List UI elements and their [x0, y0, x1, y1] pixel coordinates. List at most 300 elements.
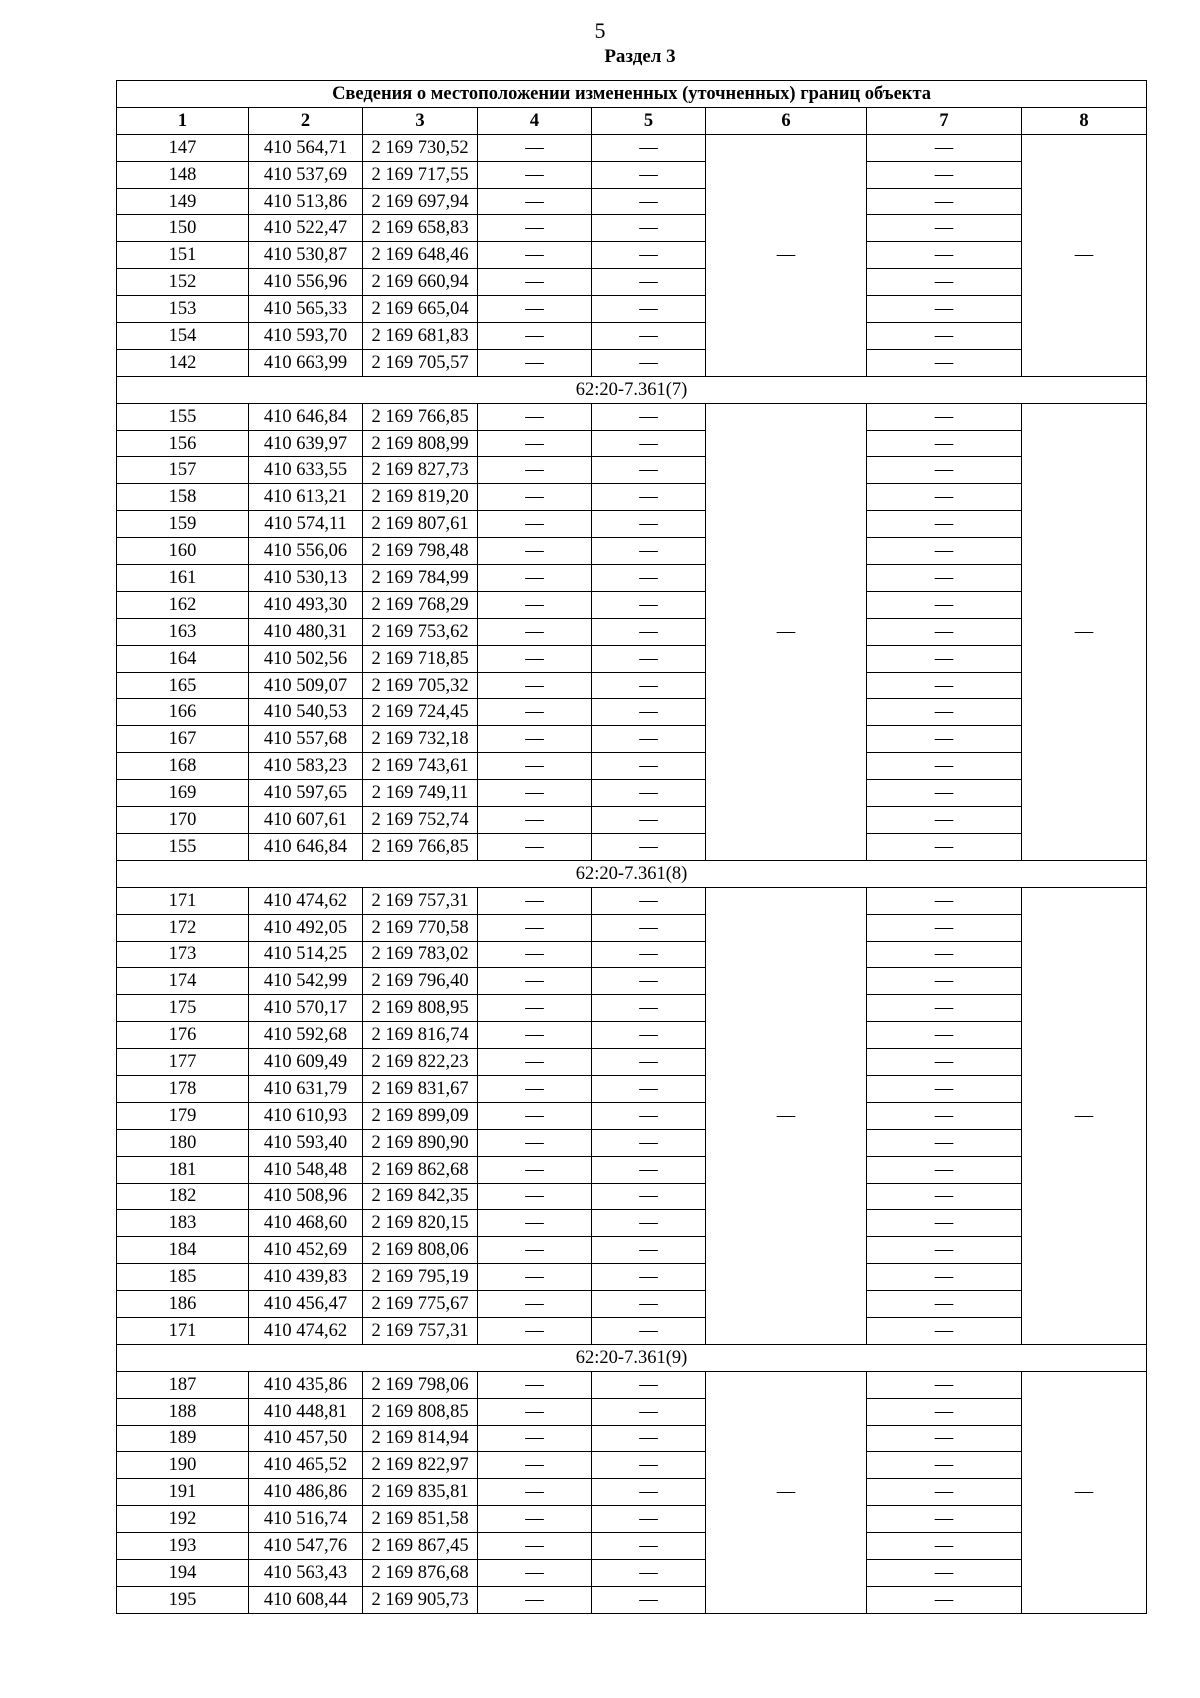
coordinate-x: 410 613,21 — [249, 484, 363, 511]
coordinate-y: 2 169 842,35 — [363, 1183, 478, 1210]
column-7-cell: — — [867, 618, 1022, 645]
point-number: 154 — [117, 323, 249, 350]
column-5-cell: — — [592, 1210, 706, 1237]
coordinate-x: 410 516,74 — [249, 1506, 363, 1533]
column-8-merged-cell: — — [1022, 887, 1147, 1344]
coordinate-y: 2 169 717,55 — [363, 161, 478, 188]
point-number: 163 — [117, 618, 249, 645]
coordinate-x: 410 574,11 — [249, 511, 363, 538]
column-5-cell: — — [592, 1506, 706, 1533]
column-7-cell: — — [867, 457, 1022, 484]
table-row — [117, 1398, 1147, 1425]
column-7-cell: — — [867, 323, 1022, 350]
column-4-cell: — — [478, 995, 592, 1022]
coordinate-y: 2 169 705,57 — [363, 349, 478, 376]
column-4-cell: — — [478, 1291, 592, 1318]
coordinate-x: 410 493,30 — [249, 591, 363, 618]
column-4-cell: — — [478, 538, 592, 565]
column-5-cell: — — [592, 645, 706, 672]
column-7-cell: — — [867, 1022, 1022, 1049]
coordinate-x: 410 646,84 — [249, 403, 363, 430]
column-7-cell: — — [867, 1371, 1022, 1398]
column-7-cell: — — [867, 349, 1022, 376]
coordinate-x: 410 522,47 — [249, 215, 363, 242]
table-row — [117, 538, 1147, 565]
column-4-cell: — — [478, 1264, 592, 1291]
point-number: 159 — [117, 511, 249, 538]
column-header: 1 — [117, 107, 249, 134]
column-header: 8 — [1022, 107, 1147, 134]
coordinate-y: 2 169 766,85 — [363, 403, 478, 430]
point-number: 178 — [117, 1075, 249, 1102]
coordinate-y: 2 169 835,81 — [363, 1479, 478, 1506]
coordinate-y: 2 169 819,20 — [363, 484, 478, 511]
point-number: 190 — [117, 1452, 249, 1479]
column-7-cell: — — [867, 242, 1022, 269]
point-number: 167 — [117, 726, 249, 753]
column-7-cell: — — [867, 565, 1022, 592]
coordinate-y: 2 169 732,18 — [363, 726, 478, 753]
coordinate-y: 2 169 658,83 — [363, 215, 478, 242]
column-header: 6 — [706, 107, 867, 134]
point-number: 158 — [117, 484, 249, 511]
point-number: 177 — [117, 1049, 249, 1076]
coordinate-y: 2 169 775,67 — [363, 1291, 478, 1318]
coordinate-y: 2 169 718,85 — [363, 645, 478, 672]
column-4-cell: — — [478, 699, 592, 726]
column-7-cell: — — [867, 1586, 1022, 1613]
column-4-cell: — — [478, 914, 592, 941]
column-7-cell: — — [867, 134, 1022, 161]
column-4-cell: — — [478, 1452, 592, 1479]
coordinate-y: 2 169 899,09 — [363, 1102, 478, 1129]
column-5-cell: — — [592, 887, 706, 914]
column-header: 7 — [867, 107, 1022, 134]
coordinate-y: 2 169 749,11 — [363, 780, 478, 807]
table-row — [117, 591, 1147, 618]
coordinate-x: 410 456,47 — [249, 1291, 363, 1318]
point-number: 151 — [117, 242, 249, 269]
coordinate-x: 410 592,68 — [249, 1022, 363, 1049]
column-7-cell: — — [867, 296, 1022, 323]
coordinate-y: 2 169 724,45 — [363, 699, 478, 726]
column-6-merged-cell: — — [706, 403, 867, 860]
column-5-cell: — — [592, 161, 706, 188]
table-row — [117, 1586, 1147, 1613]
point-number: 173 — [117, 941, 249, 968]
point-number: 184 — [117, 1237, 249, 1264]
coordinate-x: 410 480,31 — [249, 618, 363, 645]
point-number: 155 — [117, 833, 249, 860]
point-number: 166 — [117, 699, 249, 726]
column-5-cell: — — [592, 941, 706, 968]
coordinate-y: 2 169 757,31 — [363, 1317, 478, 1344]
coordinate-x: 410 610,93 — [249, 1102, 363, 1129]
column-5-cell: — — [592, 565, 706, 592]
point-number: 162 — [117, 591, 249, 618]
column-7-cell: — — [867, 1210, 1022, 1237]
point-number: 172 — [117, 914, 249, 941]
column-5-cell: — — [592, 1586, 706, 1613]
table-row — [117, 323, 1147, 350]
table-row — [117, 1022, 1147, 1049]
coordinate-y: 2 169 743,61 — [363, 753, 478, 780]
point-number: 175 — [117, 995, 249, 1022]
table-row — [117, 349, 1147, 376]
coordinate-x: 410 631,79 — [249, 1075, 363, 1102]
column-7-cell: — — [867, 538, 1022, 565]
column-7-cell: — — [867, 914, 1022, 941]
point-number: 169 — [117, 780, 249, 807]
point-number: 142 — [117, 349, 249, 376]
table-row — [117, 941, 1147, 968]
coordinate-y: 2 169 757,31 — [363, 887, 478, 914]
column-5-cell: — — [592, 188, 706, 215]
boundary-table — [116, 80, 1147, 1614]
column-6-merged-cell: — — [706, 887, 867, 1344]
column-5-cell: — — [592, 995, 706, 1022]
column-5-cell: — — [592, 1183, 706, 1210]
column-5-cell: — — [592, 349, 706, 376]
table-row — [117, 833, 1147, 860]
column-7-cell: — — [867, 591, 1022, 618]
coordinate-y: 2 169 753,62 — [363, 618, 478, 645]
column-4-cell: — — [478, 1479, 592, 1506]
column-7-cell: — — [867, 188, 1022, 215]
point-number: 157 — [117, 457, 249, 484]
point-number: 188 — [117, 1398, 249, 1425]
point-number: 195 — [117, 1586, 249, 1613]
column-4-cell: — — [478, 161, 592, 188]
table-row — [117, 242, 1147, 269]
column-5-cell: — — [592, 807, 706, 834]
column-5-cell: — — [592, 1237, 706, 1264]
column-5-cell: — — [592, 1398, 706, 1425]
column-7-cell: — — [867, 1479, 1022, 1506]
column-4-cell: — — [478, 1129, 592, 1156]
coordinate-x: 410 609,49 — [249, 1049, 363, 1076]
point-number: 185 — [117, 1264, 249, 1291]
coordinate-y: 2 169 795,19 — [363, 1264, 478, 1291]
coordinate-y: 2 169 768,29 — [363, 591, 478, 618]
coordinate-x: 410 465,52 — [249, 1452, 363, 1479]
column-7-cell: — — [867, 484, 1022, 511]
coordinate-x: 410 530,13 — [249, 565, 363, 592]
column-5-cell: — — [592, 269, 706, 296]
coordinate-y: 2 169 808,99 — [363, 430, 478, 457]
coordinate-x: 410 608,44 — [249, 1586, 363, 1613]
column-5-cell: — — [592, 1371, 706, 1398]
table-row — [117, 1425, 1147, 1452]
coordinate-x: 410 564,71 — [249, 134, 363, 161]
column-5-cell: — — [592, 1425, 706, 1452]
table-row — [117, 1102, 1147, 1129]
point-number: 186 — [117, 1291, 249, 1318]
column-7-cell: — — [867, 1452, 1022, 1479]
column-5-cell: — — [592, 833, 706, 860]
group-label: 62:20-7.361(8) — [117, 860, 1147, 887]
point-number: 160 — [117, 538, 249, 565]
table-row — [117, 1479, 1147, 1506]
column-5-cell: — — [592, 672, 706, 699]
column-5-cell: — — [592, 1291, 706, 1318]
table-row — [117, 672, 1147, 699]
coordinate-x: 410 633,55 — [249, 457, 363, 484]
table-row — [117, 1049, 1147, 1076]
column-4-cell: — — [478, 242, 592, 269]
column-5-cell: — — [592, 1075, 706, 1102]
column-4-cell: — — [478, 1586, 592, 1613]
point-number: 147 — [117, 134, 249, 161]
column-5-cell: — — [592, 484, 706, 511]
table-row — [117, 565, 1147, 592]
coordinate-x: 410 486,86 — [249, 1479, 363, 1506]
point-number: 152 — [117, 269, 249, 296]
table-row — [117, 995, 1147, 1022]
column-8-merged-cell: — — [1022, 134, 1147, 376]
table-row — [117, 215, 1147, 242]
coordinate-y: 2 169 808,06 — [363, 1237, 478, 1264]
table-row — [117, 403, 1147, 430]
coordinate-x: 410 457,50 — [249, 1425, 363, 1452]
table-row — [117, 1452, 1147, 1479]
column-4-cell: — — [478, 296, 592, 323]
column-4-cell: — — [478, 1049, 592, 1076]
coordinate-x: 410 593,70 — [249, 323, 363, 350]
column-5-cell: — — [592, 1264, 706, 1291]
table-row — [117, 1183, 1147, 1210]
point-number: 171 — [117, 1317, 249, 1344]
coordinate-x: 410 557,68 — [249, 726, 363, 753]
column-5-cell: — — [592, 538, 706, 565]
point-number: 171 — [117, 887, 249, 914]
table-row — [117, 887, 1147, 914]
coordinate-y: 2 169 808,95 — [363, 995, 478, 1022]
column-5-cell: — — [592, 618, 706, 645]
column-7-cell: — — [867, 833, 1022, 860]
column-5-cell: — — [592, 1452, 706, 1479]
column-5-cell: — — [592, 511, 706, 538]
column-4-cell: — — [478, 968, 592, 995]
column-7-cell: — — [867, 753, 1022, 780]
column-7-cell: — — [867, 269, 1022, 296]
group-label: 62:20-7.361(9) — [117, 1344, 1147, 1371]
coordinate-x: 410 593,40 — [249, 1129, 363, 1156]
column-4-cell: — — [478, 1183, 592, 1210]
point-number: 183 — [117, 1210, 249, 1237]
group-label: 62:20-7.361(7) — [117, 376, 1147, 403]
table-row — [117, 1371, 1147, 1398]
column-5-cell: — — [592, 403, 706, 430]
coordinate-y: 2 169 796,40 — [363, 968, 478, 995]
coordinate-y: 2 169 890,90 — [363, 1129, 478, 1156]
coordinate-x: 410 556,96 — [249, 269, 363, 296]
column-8-merged-cell: — — [1022, 403, 1147, 860]
column-4-cell: — — [478, 403, 592, 430]
column-7-cell: — — [867, 887, 1022, 914]
coordinate-x: 410 646,84 — [249, 833, 363, 860]
coordinate-x: 410 547,76 — [249, 1533, 363, 1560]
coordinate-x: 410 448,81 — [249, 1398, 363, 1425]
table-row — [117, 726, 1147, 753]
column-6-merged-cell: — — [706, 1371, 867, 1613]
table-row — [117, 1210, 1147, 1237]
column-4-cell: — — [478, 1022, 592, 1049]
column-5-cell: — — [592, 1102, 706, 1129]
column-4-cell: — — [478, 726, 592, 753]
coordinate-x: 410 474,62 — [249, 887, 363, 914]
coordinate-x: 410 563,43 — [249, 1559, 363, 1586]
column-4-cell: — — [478, 618, 592, 645]
column-7-cell: — — [867, 511, 1022, 538]
coordinate-y: 2 169 798,48 — [363, 538, 478, 565]
column-4-cell: — — [478, 1559, 592, 1586]
column-4-cell: — — [478, 1317, 592, 1344]
table-row — [117, 161, 1147, 188]
column-7-cell: — — [867, 1291, 1022, 1318]
column-5-cell: — — [592, 780, 706, 807]
column-7-cell: — — [867, 645, 1022, 672]
column-header: 4 — [478, 107, 592, 134]
table-row — [117, 1317, 1147, 1344]
table-row — [117, 484, 1147, 511]
coordinate-x: 410 583,23 — [249, 753, 363, 780]
point-number: 149 — [117, 188, 249, 215]
coordinate-y: 2 169 831,67 — [363, 1075, 478, 1102]
column-5-cell: — — [592, 968, 706, 995]
coordinate-x: 410 435,86 — [249, 1371, 363, 1398]
point-number: 187 — [117, 1371, 249, 1398]
column-5-cell: — — [592, 1533, 706, 1560]
coordinate-x: 410 639,97 — [249, 430, 363, 457]
coordinate-y: 2 169 705,32 — [363, 672, 478, 699]
table-title-row — [117, 81, 1147, 108]
coordinate-x: 410 508,96 — [249, 1183, 363, 1210]
coordinate-x: 410 513,86 — [249, 188, 363, 215]
column-5-cell: — — [592, 323, 706, 350]
column-5-cell: — — [592, 591, 706, 618]
table-row — [117, 1506, 1147, 1533]
coordinate-y: 2 169 766,85 — [363, 833, 478, 860]
point-number: 161 — [117, 565, 249, 592]
table-row — [117, 968, 1147, 995]
table-row — [117, 1237, 1147, 1264]
point-number: 174 — [117, 968, 249, 995]
column-7-cell: — — [867, 161, 1022, 188]
coordinate-x: 410 514,25 — [249, 941, 363, 968]
coordinate-y: 2 169 730,52 — [363, 134, 478, 161]
coordinate-x: 410 556,06 — [249, 538, 363, 565]
table-row — [117, 618, 1147, 645]
point-number: 165 — [117, 672, 249, 699]
column-6-merged-cell: — — [706, 134, 867, 376]
table-row — [117, 1156, 1147, 1183]
column-4-cell: — — [478, 1371, 592, 1398]
column-5-cell: — — [592, 1317, 706, 1344]
point-number: 156 — [117, 430, 249, 457]
point-number: 194 — [117, 1559, 249, 1586]
point-number: 148 — [117, 161, 249, 188]
table-row — [117, 430, 1147, 457]
coordinate-y: 2 169 648,46 — [363, 242, 478, 269]
column-header-row — [117, 107, 1147, 134]
coordinate-x: 410 597,65 — [249, 780, 363, 807]
table-row — [117, 807, 1147, 834]
point-number: 189 — [117, 1425, 249, 1452]
column-4-cell: — — [478, 753, 592, 780]
coordinate-x: 410 502,56 — [249, 645, 363, 672]
column-4-cell: — — [478, 1210, 592, 1237]
group-row — [117, 860, 1147, 887]
point-number: 170 — [117, 807, 249, 834]
column-7-cell: — — [867, 1506, 1022, 1533]
point-number: 179 — [117, 1102, 249, 1129]
coordinate-y: 2 169 876,68 — [363, 1559, 478, 1586]
column-4-cell: — — [478, 1506, 592, 1533]
column-5-cell: — — [592, 1049, 706, 1076]
column-5-cell: — — [592, 296, 706, 323]
coordinate-x: 410 540,53 — [249, 699, 363, 726]
coordinate-y: 2 169 808,85 — [363, 1398, 478, 1425]
column-8-merged-cell: — — [1022, 1371, 1147, 1613]
column-7-cell: — — [867, 1264, 1022, 1291]
coordinate-x: 410 537,69 — [249, 161, 363, 188]
column-7-cell: — — [867, 403, 1022, 430]
column-7-cell: — — [867, 1425, 1022, 1452]
column-4-cell: — — [478, 430, 592, 457]
point-number: 153 — [117, 296, 249, 323]
column-4-cell: — — [478, 215, 592, 242]
point-number: 176 — [117, 1022, 249, 1049]
column-7-cell: — — [867, 215, 1022, 242]
column-7-cell: — — [867, 1183, 1022, 1210]
column-7-cell: — — [867, 1533, 1022, 1560]
point-number: 150 — [117, 215, 249, 242]
column-5-cell: — — [592, 457, 706, 484]
coordinate-y: 2 169 816,74 — [363, 1022, 478, 1049]
coordinate-y: 2 169 851,58 — [363, 1506, 478, 1533]
coordinate-y: 2 169 867,45 — [363, 1533, 478, 1560]
table-row — [117, 269, 1147, 296]
point-number: 181 — [117, 1156, 249, 1183]
column-header: 3 — [363, 107, 478, 134]
coordinate-y: 2 169 770,58 — [363, 914, 478, 941]
coordinate-x: 410 468,60 — [249, 1210, 363, 1237]
column-4-cell: — — [478, 591, 592, 618]
coordinate-y: 2 169 697,94 — [363, 188, 478, 215]
column-4-cell: — — [478, 1425, 592, 1452]
column-4-cell: — — [478, 780, 592, 807]
column-4-cell: — — [478, 887, 592, 914]
column-4-cell: — — [478, 672, 592, 699]
column-5-cell: — — [592, 726, 706, 753]
column-4-cell: — — [478, 1156, 592, 1183]
column-4-cell: — — [478, 1075, 592, 1102]
column-4-cell: — — [478, 1398, 592, 1425]
column-4-cell: — — [478, 807, 592, 834]
table-row — [117, 914, 1147, 941]
table-title: Сведения о местоположении измененных (уточненных) границ объекта — [117, 81, 1147, 108]
coordinate-x: 410 509,07 — [249, 672, 363, 699]
coordinate-y: 2 169 784,99 — [363, 565, 478, 592]
table-row — [117, 780, 1147, 807]
column-7-cell: — — [867, 941, 1022, 968]
coordinate-y: 2 169 660,94 — [363, 269, 478, 296]
column-5-cell: — — [592, 1129, 706, 1156]
column-4-cell: — — [478, 323, 592, 350]
table-row — [117, 645, 1147, 672]
coordinate-y: 2 169 822,97 — [363, 1452, 478, 1479]
